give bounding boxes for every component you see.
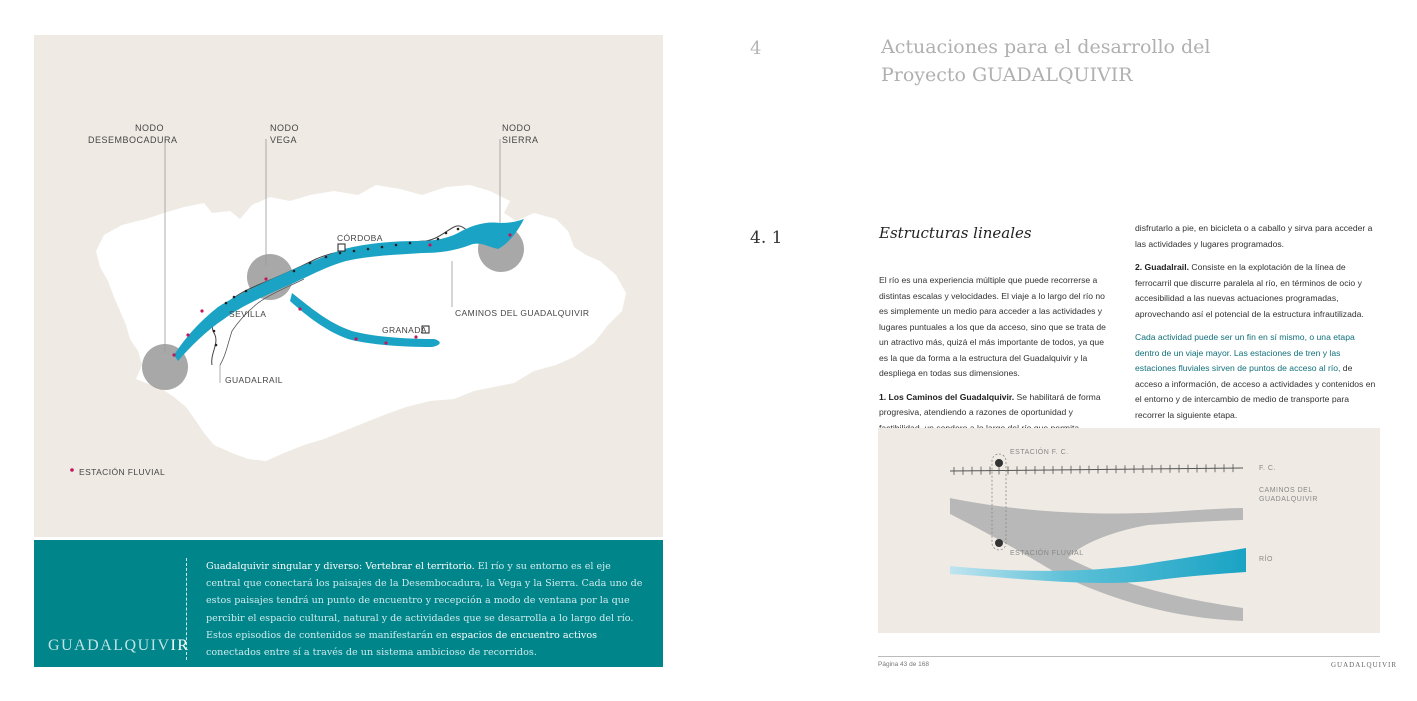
body-column-2 (1135, 221, 1380, 431)
cordoba-square-icon (338, 244, 345, 251)
node-label-line: NODO (270, 123, 299, 133)
paragraph-text: Consiste en la explotación de la línea de ferrocarril que discurre paralela al río, en términos de ocio y accesibilidad a las nuevas actuaciones programadas, aprovechando así el potencial de la estructura infrautilizada. (1135, 262, 1364, 319)
diagram-label-estacion-fluvial: ESTACIÓN FLUVIAL (1010, 550, 1084, 557)
chapter-number: 4 (750, 38, 762, 59)
guadalquivir-wordmark (48, 637, 190, 655)
paragraph: El río es una experiencia múltiple que puede recorrerse a distintas escalas y velocidades. El viaje a lo largo del río no es simplemente un medio para acceder a las actividades y lugares puntuales a los que da acceso, sino que se trata de un atractivo más, quizá el más importante de todos, ya que es la que da forma a la estructura del Guadalquivir y la despliega en todas sus dimensiones. (879, 275, 1106, 378)
footer-brand: GUADALQUIVIR (1331, 661, 1398, 669)
station-dot (428, 243, 431, 246)
paragraph-lead: 1. Los Caminos del Guadalquivir. (879, 391, 1015, 402)
granada-label: GRANADA (382, 325, 427, 335)
node-desembocadura-label (88, 122, 178, 146)
diagram-label-line: CAMINOS DEL (1259, 487, 1313, 494)
section-number: 4. 1 (750, 228, 783, 248)
diagram-label-rio: RÍO (1259, 556, 1273, 563)
paragraph-text: de acceso a información, de acceso a actividades y contenidos en el entorno y de intercambio de medio de transporte para recorrer la siguiente etapa. (1135, 363, 1376, 420)
wordmark-prefix: GUADALQUIV (48, 637, 171, 654)
node-sierra-label (502, 122, 539, 146)
andalucia-map (34, 35, 663, 537)
intro-part2: conectados entre sí a través de un sistema ambicioso de recorridos. (206, 647, 537, 659)
diagram-label-line: GUADALQUIVIR (1259, 496, 1318, 503)
wordmark-suffix: IR (170, 637, 190, 654)
cordoba-label: CÓRDOBA (337, 233, 383, 243)
station-dot (264, 277, 267, 280)
chapter-title: Actuaciones para el desarrollo del Proyecto GUADALQUIVIR (881, 36, 1211, 86)
node-label-line: NODO (135, 123, 164, 133)
paragraph-text: Se habilitará de forma progresiva, atendiendo a razones de oportunidad y (879, 391, 1101, 417)
station-dot (508, 233, 511, 236)
legend-station-dot-icon (70, 468, 74, 472)
caminos-label: CAMINOS DEL GUADALQUIVIR (455, 308, 590, 318)
diagram-label-estacion-fc: ESTACIÓN F. C. (1010, 449, 1069, 456)
section-title: Estructuras lineales (879, 224, 1032, 242)
railway-line (950, 468, 1243, 471)
station-dot (172, 353, 175, 356)
paragraph (1135, 330, 1380, 423)
footer-page-number: Página 43 de 168 (878, 661, 929, 668)
paragraph-teal: Cada actividad puede ser un fin en sí mismo, o una etapa dentro de un viaje mayor. Las estaciones de tren y las estaciones fluviales sirven de puntos de acceso al río, (1135, 332, 1355, 373)
paragraph-lead: 2. Guadalrail. (1135, 262, 1189, 272)
diagram-label-caminos (1259, 486, 1318, 504)
river-band (950, 548, 1246, 583)
andalucia-silhouette (96, 185, 626, 461)
node-label-line: NODO (502, 123, 531, 133)
sevilla-label: SEVILLA (229, 309, 267, 319)
legend-estacion-fluvial: ESTACIÓN FLUVIAL (79, 467, 166, 477)
station-dot (384, 341, 387, 344)
node-vega-label (270, 122, 299, 146)
diagram-label-fc: F. C. (1259, 465, 1276, 472)
paragraph (1135, 260, 1380, 322)
river-station-icon (995, 539, 1003, 547)
linear-structures-diagram (878, 428, 1380, 633)
train-station-icon (995, 459, 1003, 467)
station-dot (298, 307, 301, 310)
diagram-panel (878, 428, 1380, 633)
node-label-line: VEGA (270, 135, 298, 145)
station-dot (200, 309, 203, 312)
paragraph: disfrutarlo a pie, en bicicleta o a caballo y sirva para acceder a las actividades y lugares programados. (1135, 223, 1373, 249)
node-label-line: SIERRA (502, 135, 539, 145)
intro-part1: El río y su entorno es el eje central que conectará los paisajes de la Desembocadura, la Vega y la Sierra. Cada uno de estos paisajes tendrá un punto de encuentro y recepción a modo de ventana por la que percibir el espacio cultural, natural y de actividades que se desarrolla a lo largo del río. Estos episodios de contenidos se manifestarán en (206, 561, 643, 641)
intro-text (206, 558, 646, 661)
body-column-1 (879, 273, 1107, 444)
guadalrail-label: GUADALRAIL (225, 375, 283, 385)
intro-divider (186, 558, 187, 660)
station-dot (354, 337, 357, 340)
footer-rule (878, 656, 1380, 657)
intro-highlight: espacios de encuentro activos (450, 629, 598, 641)
station-dot (186, 333, 189, 336)
node-label-line: DESEMBOCADURA (88, 135, 178, 145)
intro-lead: Guadalquivir singular y diverso: Vertebrar el territorio. (206, 561, 475, 572)
